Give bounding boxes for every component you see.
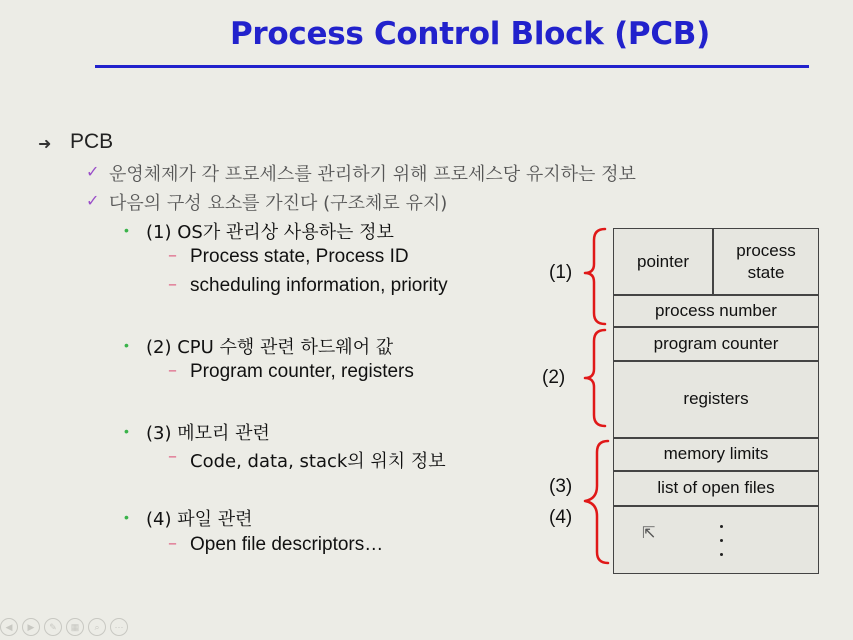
bullet-dot-icon: • bbox=[124, 423, 129, 439]
item-3-label: (3) 메모리 관련 bbox=[146, 423, 270, 444]
cell-process-state: process state bbox=[736, 241, 796, 282]
bullet-dot-icon: • bbox=[124, 222, 129, 238]
ellipsis-dot bbox=[720, 539, 723, 542]
bullet-dot-icon: • bbox=[124, 337, 129, 353]
item-2-sub-1: Program counter, registers bbox=[190, 361, 414, 382]
item-1-sub-2: scheduling information, priority bbox=[190, 275, 448, 296]
cell-memory-limits: memory limits bbox=[663, 444, 769, 463]
item-4-sub-1: Open file descriptors… bbox=[190, 534, 384, 555]
dash-icon: – bbox=[168, 274, 177, 295]
next-slide-icon[interactable]: ▶ bbox=[22, 618, 40, 636]
bullet-dot-icon: • bbox=[124, 509, 129, 525]
cell-pointer: pointer bbox=[637, 252, 689, 271]
dash-icon: – bbox=[168, 360, 177, 381]
brace-label-1: (1) bbox=[549, 262, 573, 283]
check-text-2: 다음의 구성 요소를 가진다 (구조체로 유지) bbox=[109, 193, 448, 214]
check-text-1: 운영체제가 각 프로세스를 관리하기 위해 프로세스당 유지하는 정보 bbox=[109, 164, 636, 185]
slide-nav-toolbar bbox=[0, 618, 128, 636]
ellipsis-dot bbox=[720, 525, 723, 528]
item-1-sub-1: Process state, Process ID bbox=[190, 246, 409, 267]
checkmark-icon: ✓ bbox=[86, 193, 100, 210]
item-3-sub-1: Code, data, stack의 위치 정보 bbox=[190, 451, 446, 472]
item-1-label: (1) OS가 관리상 사용하는 정보 bbox=[146, 222, 394, 243]
zoom-icon[interactable]: ⌕ bbox=[88, 618, 106, 636]
brace-1 bbox=[585, 229, 605, 324]
arrow-bullet-icon: ➜ bbox=[38, 136, 52, 153]
cell-open-files: list of open files bbox=[657, 478, 775, 497]
brace-3-4 bbox=[585, 441, 608, 563]
cell-process-number: process number bbox=[655, 301, 777, 320]
cell-program-counter: program counter bbox=[653, 333, 779, 353]
brace-2 bbox=[585, 330, 605, 426]
dash-icon: – bbox=[168, 533, 177, 554]
pen-icon[interactable]: ✎ bbox=[44, 618, 62, 636]
item-4-label: (4) 파일 관련 bbox=[146, 509, 253, 530]
row-divider bbox=[614, 505, 818, 507]
item-2-label: (2) CPU 수행 관련 하드웨어 값 bbox=[146, 337, 394, 358]
dash-icon: – bbox=[168, 446, 177, 467]
heading-pcb: PCB bbox=[70, 130, 114, 153]
slide-title: Process Control Block (PCB) bbox=[229, 16, 710, 52]
checkmark-icon: ✓ bbox=[86, 164, 100, 181]
brace-label-3: (3) bbox=[549, 476, 573, 497]
more-icon[interactable]: ⋯ bbox=[110, 618, 128, 636]
ellipsis-dot bbox=[720, 553, 723, 556]
slides-grid-icon[interactable]: ▦ bbox=[66, 618, 84, 636]
brace-label-4: (4) bbox=[549, 507, 573, 528]
mouse-cursor-icon: ⇱ bbox=[642, 525, 656, 542]
prev-slide-icon[interactable]: ◀ bbox=[0, 618, 18, 636]
dash-icon: – bbox=[168, 245, 177, 266]
cell-registers: registers bbox=[683, 389, 749, 408]
brace-label-2: (2) bbox=[542, 367, 566, 388]
